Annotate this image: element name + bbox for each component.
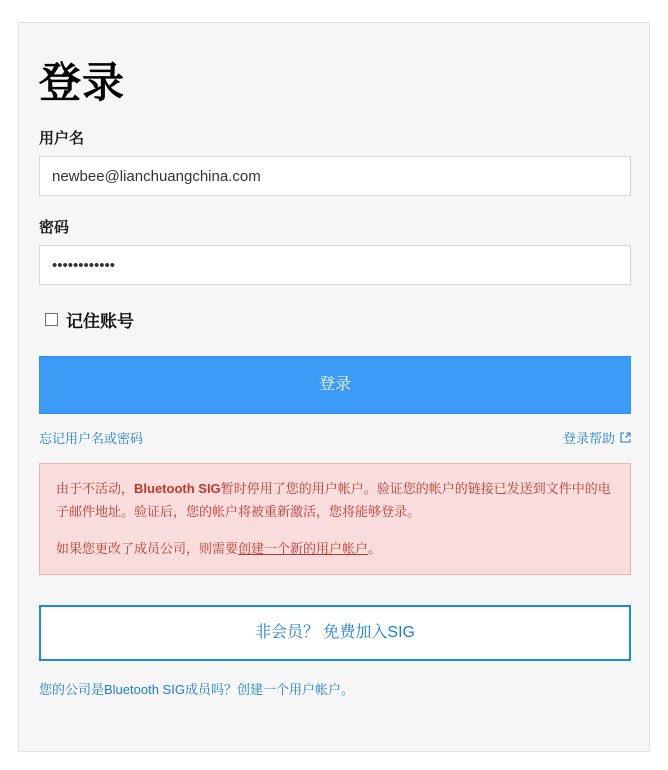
member-company-note-text: 您的公司是Bluetooth SIG成员吗？ bbox=[39, 682, 237, 698]
alert-line-1 bbox=[56, 478, 614, 524]
alert-line1-bold: Bluetooth SIG bbox=[134, 481, 221, 497]
login-card bbox=[18, 22, 650, 752]
page-title: 登录 bbox=[39, 59, 126, 106]
login-submit-button[interactable]: 登录 bbox=[39, 356, 631, 414]
login-help-link[interactable] bbox=[563, 428, 631, 447]
username-input[interactable] bbox=[39, 156, 631, 196]
create-new-account-link[interactable]: 创建一个新的用户帐户 bbox=[238, 540, 369, 556]
login-card-inner bbox=[39, 61, 631, 698]
member-company-note bbox=[39, 679, 631, 698]
remember-account-checkbox[interactable] bbox=[45, 313, 58, 326]
external-link-icon bbox=[620, 432, 631, 443]
alert-line1-part1: 由于不活动， bbox=[56, 481, 135, 497]
auth-links-row bbox=[39, 428, 631, 447]
create-user-account-link[interactable]: 创建一个用户帐户。 bbox=[236, 682, 354, 698]
remember-account-label: 记住账号 bbox=[66, 312, 134, 332]
password-input[interactable] bbox=[39, 245, 631, 285]
forgot-credentials-link[interactable]: 忘记用户名或密码 bbox=[39, 431, 144, 447]
remember-account-row[interactable] bbox=[39, 307, 631, 332]
alert-line2-suffix: 。 bbox=[368, 540, 382, 556]
username-label: 用户名 bbox=[39, 130, 85, 148]
alert-line2-prefix: 如果您更改了成员公司，则需要 bbox=[56, 540, 239, 556]
login-help-label[interactable]: 登录帮助 bbox=[562, 431, 615, 447]
alert-line-2 bbox=[56, 538, 614, 561]
password-label: 密码 bbox=[39, 219, 70, 237]
join-sig-button[interactable]: 非会员？ 免费加入SIG bbox=[39, 605, 631, 661]
alert-line1-part2: 暂时停用了您的用户帐户。验证您的帐户的链接已发送到文件中的电子邮件地址。验证后，您的帐户将被重新激活，您将能够登录。 bbox=[56, 481, 611, 519]
account-disabled-alert bbox=[39, 463, 631, 575]
